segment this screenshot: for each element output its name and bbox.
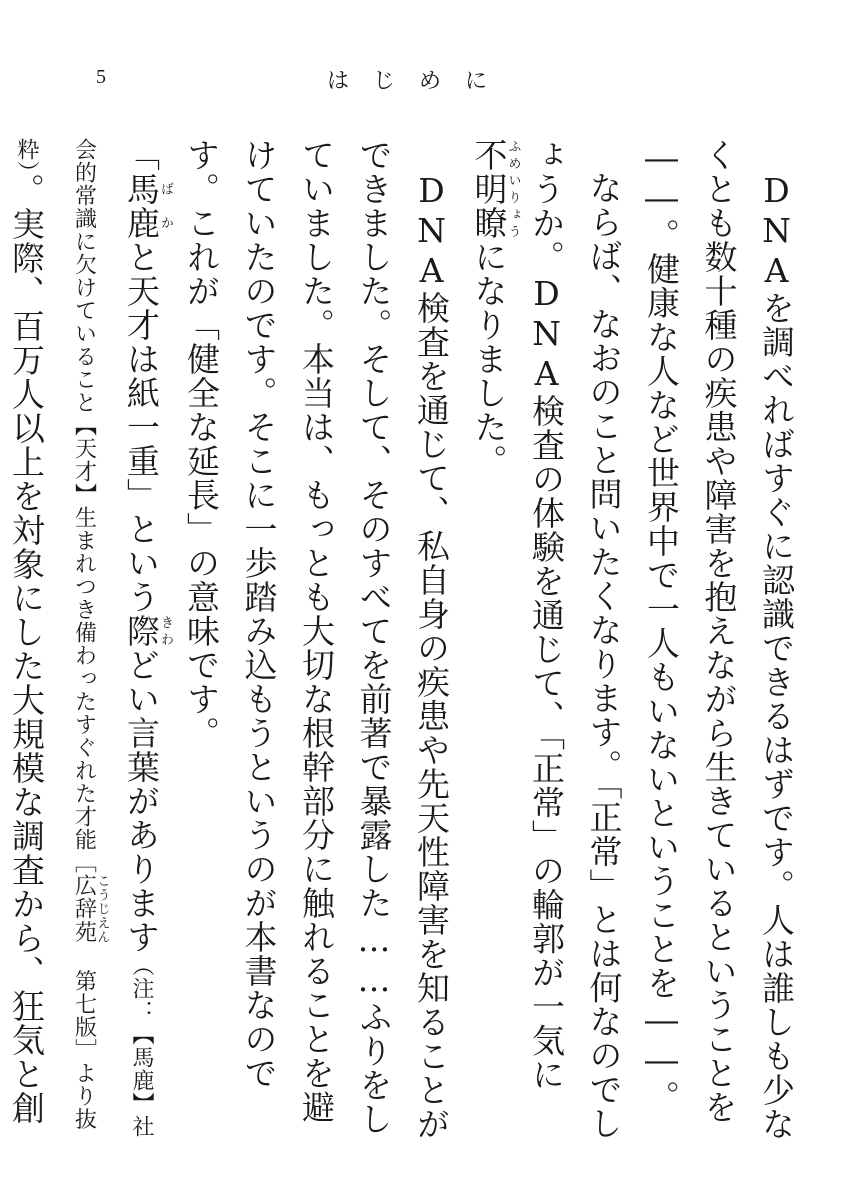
body-text	[0, 138, 805, 1148]
page-number: 5	[96, 66, 106, 88]
paragraph-2	[460, 138, 633, 1148]
ruby-koujien: 広辞苑こうじえん	[71, 873, 110, 944]
ruby-baka: 馬鹿ばか	[122, 172, 173, 240]
paragraph-4: 「馬鹿ばかと天才は紙一重」という際きわどい言葉があります（注：【馬鹿】社会的常識に欠けていること【天才】生まれつき備わったすぐれた才能［広辞苑こうじえん 第七版］より抜粋）。実際、百万人以上を対象にした大規模な調査から、狂気と創	[7, 138, 173, 1138]
dictionary-note: （注：【馬鹿】社会的常識に欠けていること【天才】生まれつき備わったすぐれた才能［広辞苑こうじえん 第七版］より抜粋）	[14, 138, 154, 1138]
paragraph-2-text-b: になりました。	[469, 240, 509, 478]
running-title: はじめに	[327, 69, 512, 94]
ruby-fumeiryou: 不明瞭ふめいりょう	[469, 138, 521, 240]
ruby-kiwa: 際きわ	[122, 614, 173, 648]
paragraph-3: DNA検査を通じて、私自身の疾患や先天性障害を知ることができました。そして、そのすべてを前著で暴露した……ふりをしていました。本当は、もっとも大切な根幹部分に触れることを避けていたのです。そこに一歩踏み込もうというのが本書なのです。これが「健全な延長」の意味です。	[182, 138, 451, 1141]
paragraph-1: DNAを調べればすぐに認識できるはずです。人は誰しも少なくとも数十種の疾患や障害を抱えながら生きているということを――。健康な人など世界中で一人もいないということを――。	[642, 138, 796, 1141]
paragraph-2-text-a: ならば、なおのこと問いたくなります。「正常」とは何なのでしょうか。DNA検査の体験を通じて、「正常」の輪郭が一気に	[527, 138, 624, 1141]
